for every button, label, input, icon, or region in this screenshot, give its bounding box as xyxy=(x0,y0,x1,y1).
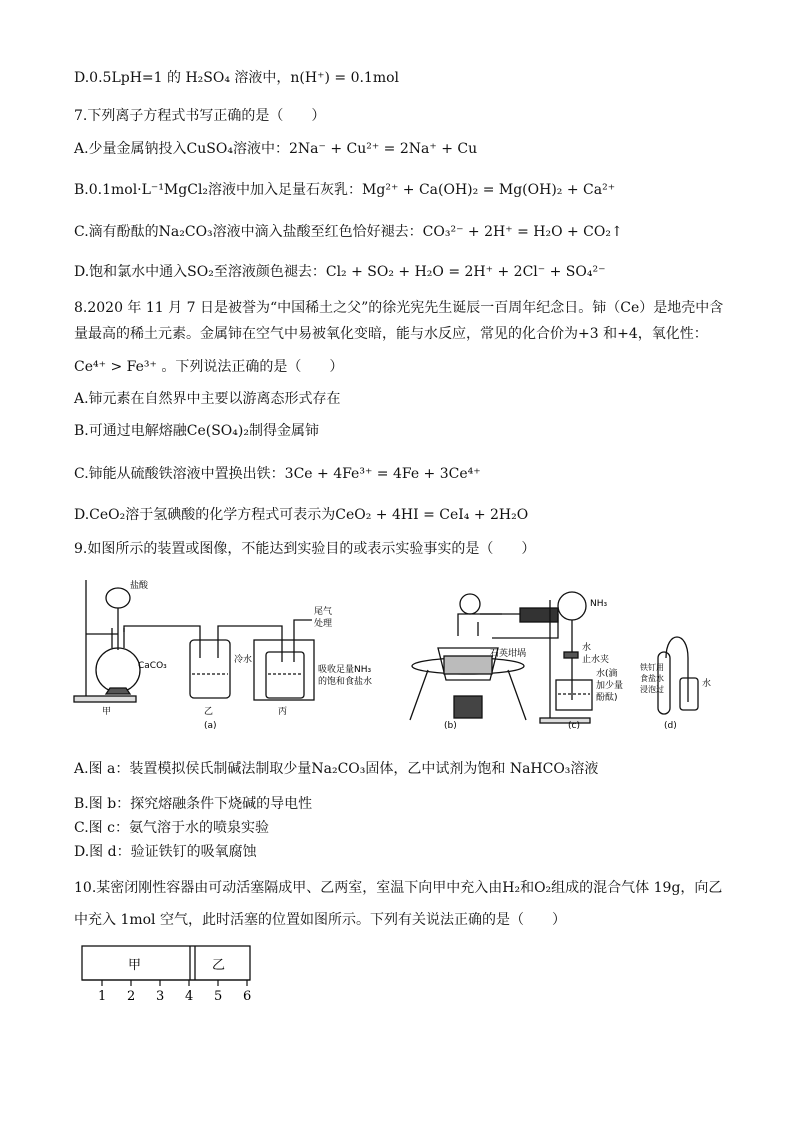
ruler-tick-label: 2 xyxy=(127,989,136,1004)
q8-option-b: B.可通过电解熔融Ce(SO₄)₂制得金属铈 xyxy=(74,423,319,439)
q8-option-c: C.铈能从硫酸铁溶液中置换出铁：3Ce + 4Fe³⁺ = 4Fe + 3Ce⁴⁺ xyxy=(74,466,481,482)
separatory-funnel xyxy=(106,588,130,608)
q7-stem: 7.下列离子方程式书写正确的是（ ） xyxy=(74,108,326,124)
q9-apparatus-figure xyxy=(72,570,722,740)
label-a: (a) xyxy=(204,721,217,731)
q8-option-d: D.CeO₂溶于氢碘酸的化学方程式可表示为CeO₂ + 4HI = CeI₄ + 2H₂O xyxy=(74,507,529,523)
label-tail-gas: 尾气 xyxy=(314,607,333,617)
alcohol-lamp xyxy=(454,696,482,718)
q8-option-a: A.铈元素在自然界中主要以游离态形式存在 xyxy=(74,391,341,407)
label-absorb: 吸收足量NH₃ xyxy=(318,665,372,675)
round-flask-nh3 xyxy=(558,592,586,620)
label-cold-water: 冷水 xyxy=(234,655,253,665)
label-jia: 甲 xyxy=(102,707,112,717)
q9-option-b: B.图 b：探究熔融条件下烧碱的导电性 xyxy=(74,796,313,812)
q10-container-figure xyxy=(72,938,272,1008)
beaker-c xyxy=(556,680,592,710)
label-phenol-3: 酚酞) xyxy=(596,693,618,703)
q8-stem-line2: 量最高的稀土元素。金属铈在空气中易被氧化变暗，能与水反应，常见的化合价为+3 和+4，氧化性： xyxy=(74,326,708,342)
q8-stem-line3: Ce⁴⁺ > Fe³⁺ 。下列说法正确的是（ ） xyxy=(74,359,344,375)
ruler-tick-label: 5 xyxy=(214,989,223,1004)
label-tail-gas-2: 处理 xyxy=(314,619,333,629)
label-bing: 丙 xyxy=(278,707,288,717)
q10-stem-line1: 10.某密闭刚性容器由可动活塞隔成甲、乙两室，室温下向甲中充入由H₂和O₂组成的混合气体 19g，向乙 xyxy=(74,880,723,896)
q9-option-d: D.图 d：验证铁钉的吸氧腐蚀 xyxy=(74,844,257,860)
bulb xyxy=(460,594,480,614)
ruler-tick-label: 1 xyxy=(98,989,107,1004)
label-caco3: CaCO₃ xyxy=(138,661,167,671)
ruler-tick-label: 4 xyxy=(185,989,194,1004)
q9-stem: 9.如图所示的装置或图像，不能达到实验目的或表示实验事实的是（ ） xyxy=(74,541,536,557)
ruler-tick-label: 3 xyxy=(156,989,165,1004)
ruler-ticks xyxy=(98,980,251,1004)
label-nail: 铁钉用 xyxy=(640,663,664,672)
q9-option-a: A.图 a：装置模拟侯氏制碱法制取少量Na₂CO₃固体，乙中试剂为饱和 NaHCO₃溶液 xyxy=(74,761,599,777)
beaker-bing xyxy=(254,640,314,700)
label-quartz: 石英坩埚 xyxy=(490,649,527,659)
label-yi: 乙 xyxy=(204,707,214,717)
label-clamp: 止水夹 xyxy=(582,655,610,665)
q7-option-d: D.饱和氯水中通入SO₂至溶液颜色褪去：Cl₂ + SO₂ + H₂O = 2H⁺ + 2Cl⁻ + SO₄²⁻ xyxy=(74,264,606,280)
flask-jia xyxy=(96,648,140,692)
q8-stem-line1: 8.2020 年 11 月 7 日是被誉为“中国稀土之父”的徐光宪先生诞辰一百周年纪念日。铈（Ce）是地壳中含 xyxy=(74,300,724,316)
label-brine: 的饱和食盐水 xyxy=(318,677,373,687)
label-d: (d) xyxy=(664,721,677,731)
label-nail-3: 浸泡过 xyxy=(640,685,664,694)
label-nail-2: 食盐水 xyxy=(640,674,664,683)
chamber-yi: 乙 xyxy=(212,958,226,973)
test-tube-d xyxy=(658,652,670,714)
power-supply xyxy=(520,608,558,622)
q6-option-d: D.0.5LpH=1 的 H₂SO₄ 溶液中，n(H⁺) = 0.1mol xyxy=(74,70,400,86)
label-hcl: 盐酸 xyxy=(130,581,149,591)
label-water-c: 水 xyxy=(582,643,592,653)
label-nh3: NH₃ xyxy=(590,599,608,609)
q7-option-a: A.少量金属钠投入CuSO₄溶液中：2Na⁻ + Cu²⁺ = 2Na⁺ + Cu xyxy=(74,141,478,157)
label-water-phenol: 水(滴 xyxy=(596,669,618,679)
q10-stem-line2: 中充入 1mol 空气，此时活塞的位置如图所示。下列有关说法正确的是（ ） xyxy=(74,912,566,928)
label-c: (c) xyxy=(568,721,580,731)
q7-option-b: B.0.1mol·L⁻¹MgCl₂溶液中加入足量石灰乳：Mg²⁺ + Ca(OH)₂ = Mg(OH)₂ + Ca²⁺ xyxy=(74,182,616,198)
chamber-jia: 甲 xyxy=(128,958,142,973)
label-b: (b) xyxy=(444,721,457,731)
ruler-tick-label: 6 xyxy=(243,989,252,1004)
q7-option-c: C.滴有酚酞的Na₂CO₃溶液中滴入盐酸至红色恰好褪去：CO₃²⁻ + 2H⁺ = H₂O + CO₂↑ xyxy=(74,224,623,240)
label-phenol-2: 加少量 xyxy=(596,681,624,691)
q9-option-c: C.图 c：氨气溶于水的喷泉实验 xyxy=(74,820,269,836)
label-water-d: 水 xyxy=(702,679,712,689)
stand-base xyxy=(74,696,136,702)
bottle-yi xyxy=(190,640,230,698)
